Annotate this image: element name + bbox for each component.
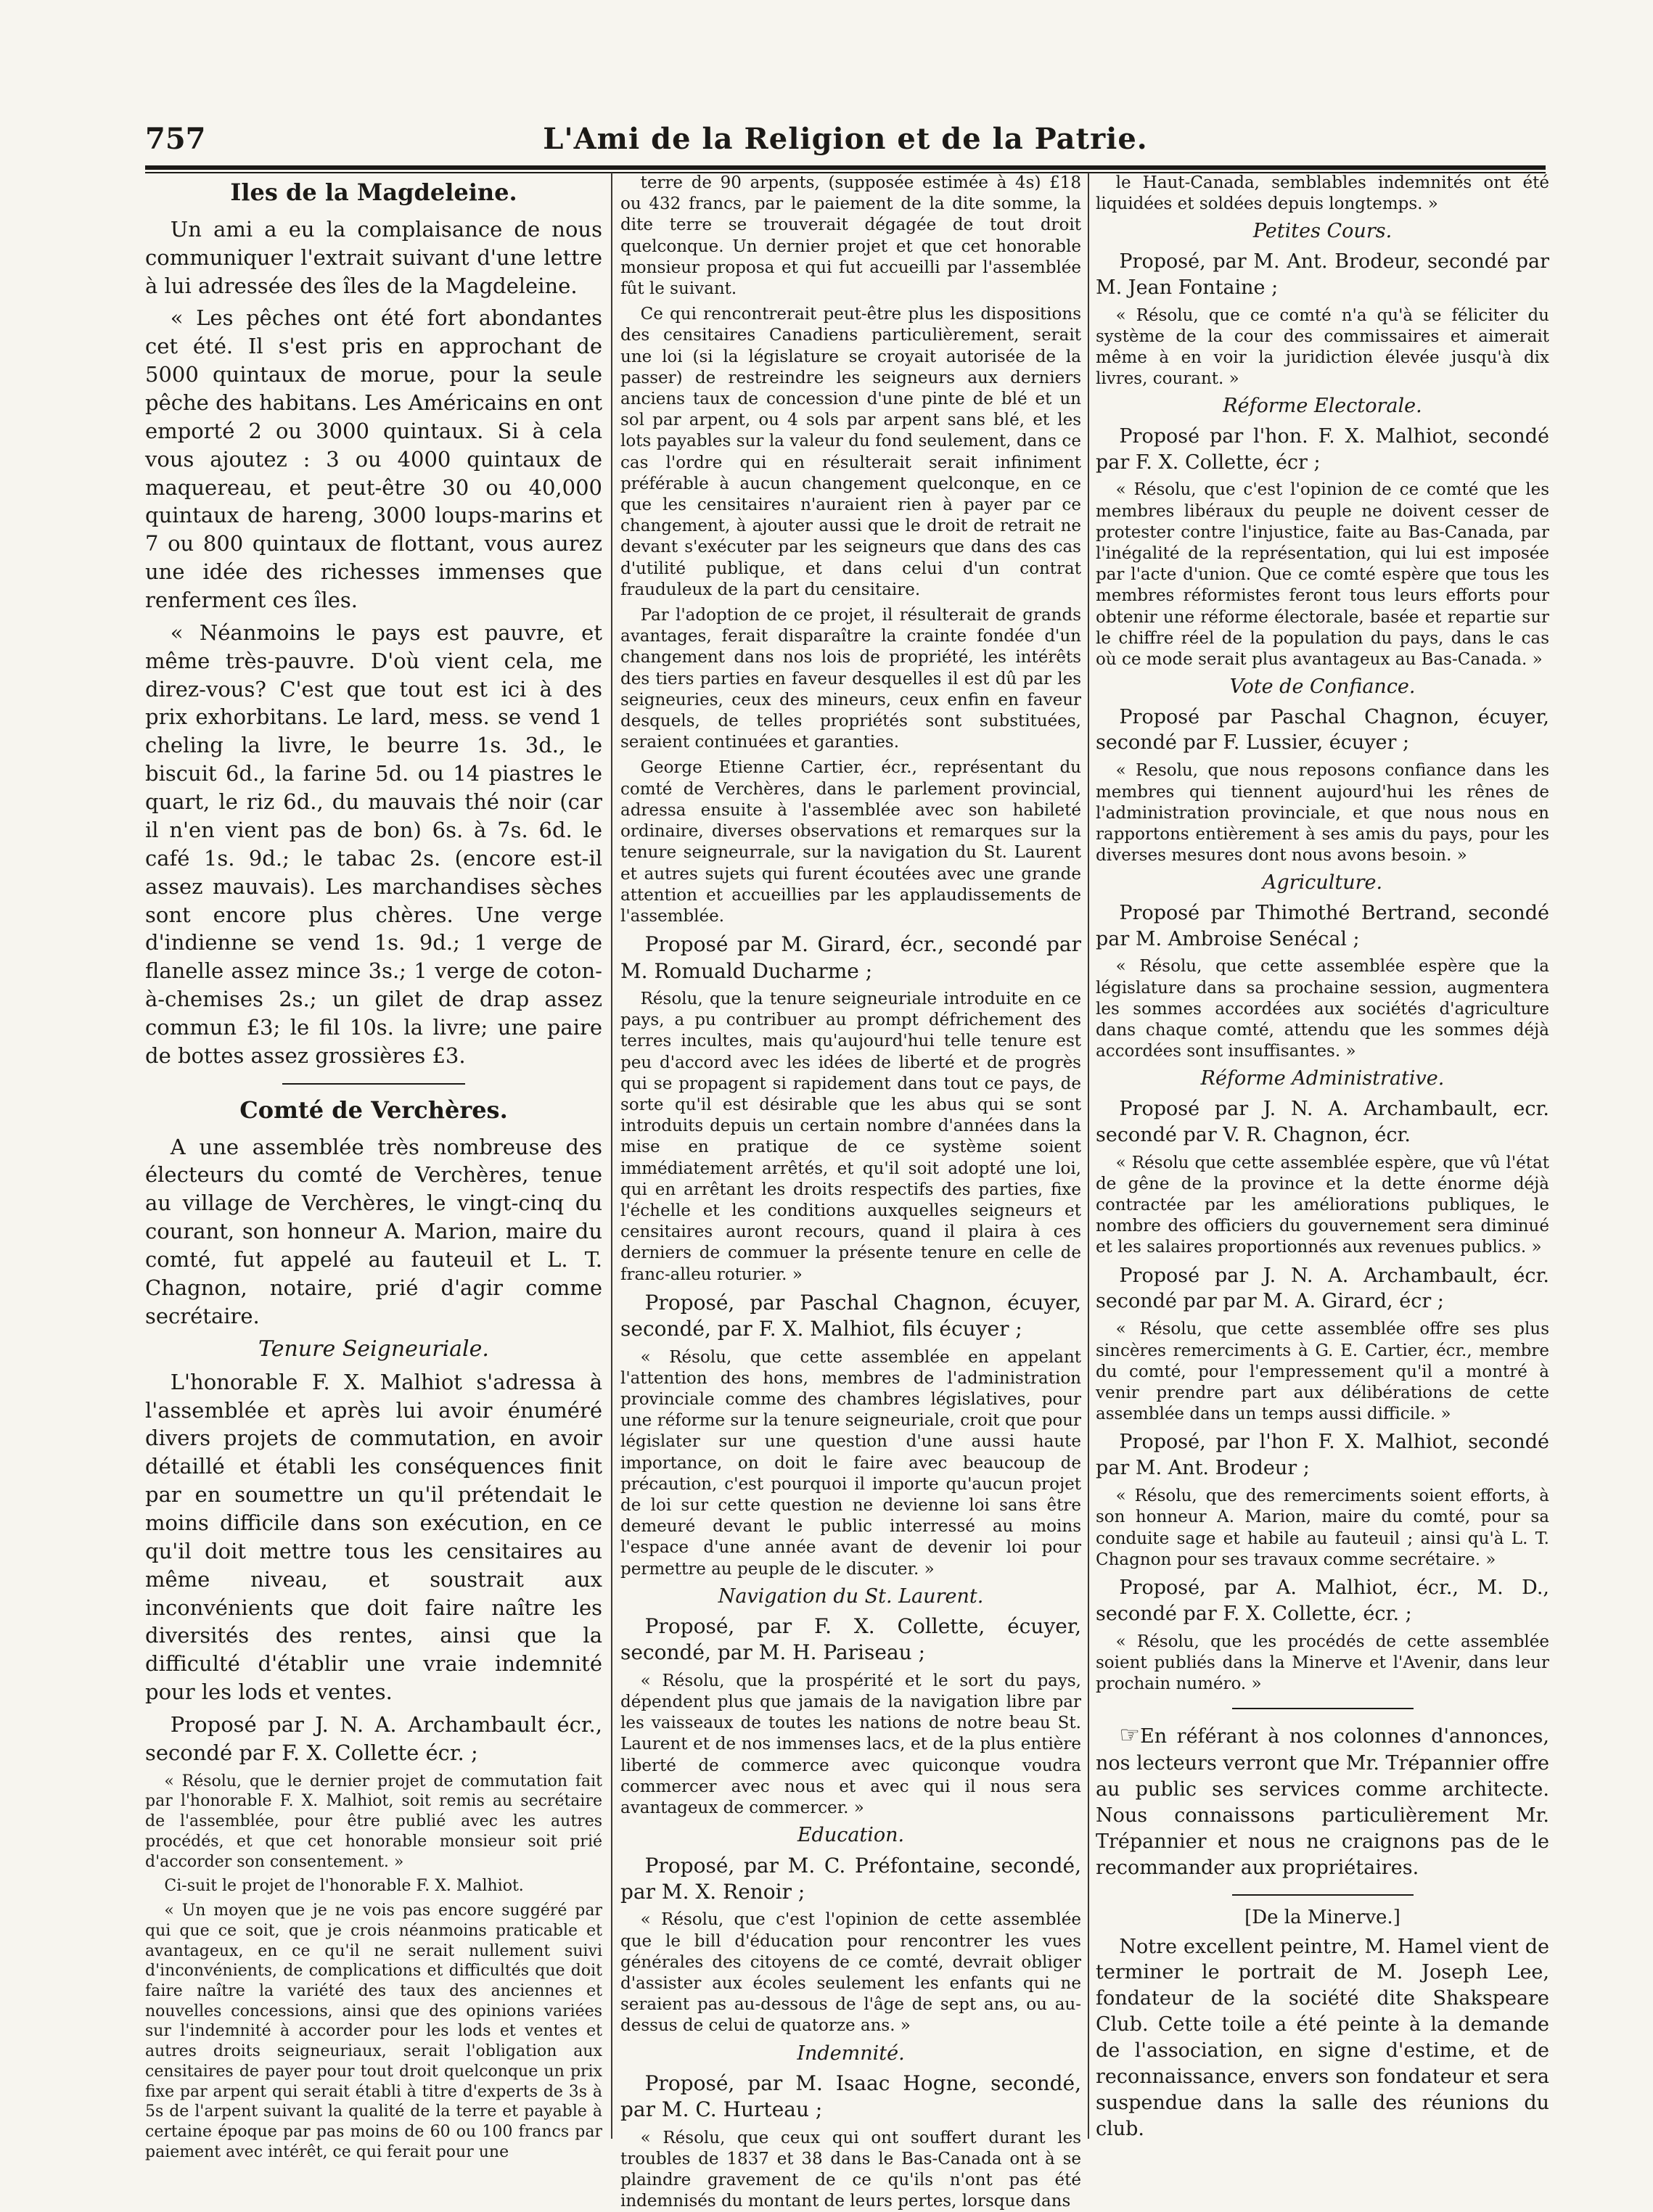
- notice-text: En référant à nos colonnes d'annonces, nos lecteurs verront que Mr. Trépannier offre au public ses services comme architecte. Nous connaissons particulièrement Mr. Trépannier et nous ne craignons pas de le recommander aux propriétaires.: [1096, 1725, 1549, 1879]
- paragraph: terre de 90 arpents, (supposée estimée à 4s) £18 ou 432 francs, par le paiement de la dite somme, la dite terre se trouverait dégagée de tout droit quelconque. Un dernier projet et que cet honorable monsieur proposa et qui fut accueilli par l'assemblée fût le suivant.: [620, 173, 1081, 299]
- column-rule: [1088, 173, 1089, 2139]
- resolution: « Résolu, que le dernier projet de commutation fait par l'honorable F. X. Malhiot, soit remis au secrétaire de l'assemblée, pour être publié avec les autres procédés, et que cet honorable monsieur soit prié d'accorder son consentement. »: [145, 1772, 602, 1871]
- section-heading: Tenure Seigneuriale.: [258, 1336, 489, 1362]
- motion: Proposé par Paschal Chagnon, écuyer, secondé par F. Lussier, écuyer ;: [1096, 705, 1549, 755]
- article-divider: [282, 1083, 465, 1085]
- page-number: 757: [145, 122, 206, 156]
- source-credit: [De la Minerve.]: [1244, 1906, 1400, 1928]
- section-heading: Education.: [797, 1824, 905, 1847]
- section-heading: Agriculture.: [1262, 871, 1383, 895]
- section-heading: Réforme Electorale.: [1223, 395, 1422, 418]
- section-heading: Vote de Confiance.: [1229, 675, 1416, 699]
- paragraph: « Les pêches ont été fort abondantes cet été. Il s'est pris en approchant de 5000 quintaux de morue, pour la seule pêche des habitans. Les Américains en ont emporté 2 ou 3000 quintaux. Si à cela vous ajoutez : 3 ou 4000 quintaux de maquereau, et peut-être 30 ou 40,000 quintaux de hareng, 3000 loups-marins et 7 ou 800 quintaux de flottant, vous aurez une idée des richesses immenses que renferment ces îles.: [145, 305, 602, 613]
- resolution: Résolu, que la tenure seigneuriale introduite en ce pays, a pu contribuer au prompt défrichement des terres incultes, mais qu'aujourd'hui telle tenure est peu d'accord avec les idées de liberté et de progrès qui se propagent si rapidement dans tout ce pays, de sorte qu'il est désirable que les abus qui se sont introduits depuis un certain nombre d'années dans la mise en pratique de ce système soient immédiatement arrêtés, et qu'il soit adopté une loi, qui en arrêtant les droits respectifs des parties, fixe l'échelle et les conditions auxquelles seigneurs et censitaires auront recours, quand il plaira à ces derniers de commuer la présente tenure en celle de franc-alleu roturier. »: [620, 989, 1081, 1284]
- paragraph: Ce qui rencontrerait peut-être plus les dispositions des censitaires Canadiens particulièrement, serait une loi (si la législature se croyait autorisée de la passer) de restreindre les seigneurs aux derniers anciens taux de concession d'une pinte de blé et un sol par arpent, ou 4 sols par arpent sans blé, et les lots payables sur la valeur du fond seulement, dans ce cas l'ordre qui en résulterait serait infiniment préférable à aucun changement quelconque, en ce que les censitaires n'auraient rien à payer par ce changement, à ajouter aussi que le droit de retrait ne devant s'exécuter par les seigneurs que dans des cas d'utilité publique, et dans celui d'un contrat frauduleux de la part du censitaire.: [620, 305, 1081, 599]
- section-heading: Réforme Administrative.: [1200, 1067, 1445, 1090]
- paragraph: Par l'adoption de ce projet, il résulterait de grands avantages, ferait disparaître la crainte fondée d'un changement dans nos lois de propriété, les intérêts des tiers parties en faveur desquelles il est dû par les seigneuries, ceux des mineurs, ceux enfin en faveur desquels, de telles propriétés sont substituées, seraient continuées et garanties.: [620, 606, 1081, 752]
- resolution: « Résolu, que les procédés de cette assemblée soient publiés dans la Minerve et l'Avenir, dans leur prochain numéro. »: [1096, 1632, 1549, 1694]
- motion: Proposé, par F. X. Collette, écuyer, secondé, par M. H. Pariseau ;: [620, 1614, 1081, 1665]
- motion: Proposé, par M. Ant. Brodeur, secondé par M. Jean Fontaine ;: [1096, 250, 1549, 299]
- paragraph: Un ami a eu la complaisance de nous communiquer l'extrait suivant d'une lettre à lui adressée des îles de la Magdeleine.: [145, 216, 602, 298]
- resolution: « Résolu, que cette assemblée en appelant l'attention des hons, membres de l'administration provinciale comme des chambres législatives, pour une réforme sur la tenure seigneuriale, croit que pour législater sur une question d'une aussi haute importance, on doit le faire avec beaucoup de précaution, c'est pourquoi il importe qu'aucun projet de loi sur cette question ne devienne loi sans être demeuré devant le public interressé au moins l'espace d'une année avant de devenir loi pour permettre au peuple de le discuter. »: [620, 1347, 1081, 1579]
- running-title: L'Ami de la Religion et de la Patrie.: [543, 122, 1148, 156]
- pointing-hand-icon: ☞: [1119, 1721, 1141, 1749]
- motion: Proposé par J. N. A. Archambault, ecr. secondé par V. R. Chagnon, écr.: [1096, 1097, 1549, 1146]
- paragraph: « Néanmoins le pays est pauvre, et même très-pauvre. D'où vient cela, me direz-vous? C'est que tout est ici à des prix exhorbitans. Le lard, mess. se vend 1 cheling la livre, le beurre 1s. 3d., le biscuit 6d., la farine 5d. ou 14 piastres le quart, le riz 6d., du mauvais thé noir (car il n'en vient pas de bon) 6s. à 7s. 6d. le café 1s. 9d.; le tabac 2s. (encore est-il assez mauvais). Les marchandises sèches sont encore plus chères. Une verge d'indienne se vend 1s. 9d.; 1 verge de flanelle assez mince 3s.; 1 verge de coton-à-chemises 2s.; un gilet de drap assez commun £3; le fil 10s. la livre; une paire de bottes assez grossières £3.: [145, 620, 602, 1068]
- paragraph: L'honorable F. X. Malhiot s'adressa à l'assemblée et après lui avoir énuméré divers projets de commutation, en avoir détaillé et établi les conséquences finit par en soumettre un qu'il prétendait le moins difficile dans son exécution, en ce qu'il doit mettre tous les censitaires au même niveau, et soustrait aux inconvénients que doit faire naître les diversités des rentes, ainsi que la difficulté d'établir une vraie indemnité pour les lods et ventes.: [145, 1369, 602, 1705]
- motion: Proposé, par Paschal Chagnon, écuyer, secondé, par F. X. Malhiot, fils écuyer ;: [620, 1290, 1081, 1341]
- paragraph: « Un moyen que je ne vois pas encore suggéré par qui que ce soit, que je crois néanmoins praticable et avantageux, en ce qu'il ne serait nullement suivi d'inconvénients, de complications et difficultés que doit faire naître la variété des taux des anciennes et nouvelles concessions, ainsi que des opinions variées sur l'indemnité à accorder pour les lods et ventes et autres droits seigneuriaux, serait l'obligation aux censitaires de payer pour tout droit quelconque un prix fixe par arpent qui serait établi à titre d'experts de 3s à 5s de l'arpent suivant la qualité de la terre et payable à certaine époque par pas moins de 60 ou 100 francs par paiement avec intérêt, ce qui ferait pour une: [145, 1901, 602, 2161]
- motion: Proposé, par A. Malhiot, écr., M. D., secondé par F. X. Collette, écr. ;: [1096, 1576, 1549, 1625]
- resolution: « Résolu, que c'est l'opinion de ce comté que les membres libéraux du peuple ne doivent cesser de protester contre l'injustice, faite au Bas-Canada, par l'inégalité de la représentation, qui lui est imposée par l'acte d'union. Que ce comté espère que tous les membres réformistes feront tous leurs efforts pour obtenir une réforme électorale, basée et repartie sur le chiffre réel de la population du pays, dans le cas où ce mode serait plus avantageux au Bas-Canada. »: [1096, 480, 1549, 670]
- column-rule: [611, 173, 612, 2139]
- motion: Proposé par J. N. A. Archambault, écr. secondé par par M. A. Girard, écr ;: [1096, 1264, 1549, 1313]
- section-heading: Indemnité.: [797, 2042, 905, 2065]
- resolution: le Haut-Canada, semblables indemnités ont été liquidées et soldées depuis longtemps. »: [1096, 173, 1549, 214]
- article-title: Comté de Verchères.: [239, 1095, 508, 1124]
- paragraph: A une assemblée très nombreuse des électeurs du comté de Verchères, tenue au village de Verchères, le vingt-cinq du courant, son honneur A. Marion, maire du comté, fut appelé au fauteuil et L. T. Chagnon, notaire, prié d'agir comme secrétaire.: [145, 1134, 602, 1328]
- paragraph: Proposé par J. N. A. Archambault écr., secondé par F. X. Collette écr. ;: [145, 1712, 602, 1765]
- paragraph: Ci-suit le projet de l'honorable F. X. Malhiot.: [164, 1877, 524, 1896]
- paragraph: George Etienne Cartier, écr., représentant du comté de Verchères, dans le parlement provincial, adressa ensuite à l'assemblée avec son habileté ordinaire, diverses observations et remarques sur la tenure seigneurrale, sur la navigation du St. Laurent et autres sujets qui furent écoutées avec une grande attention et accueillies par les applaudissements de l'assemblée.: [620, 758, 1081, 926]
- article-divider: [1232, 1708, 1414, 1709]
- motion: Proposé par M. Girard, écr., secondé par M. Romuald Ducharme ;: [620, 932, 1081, 983]
- resolution: « Résolu, que ce comté n'a qu'à se féliciter du système de la cour des commissaires et aimerait même à en voir la juridiction élevée jusqu'à dix livres, courant. »: [1096, 305, 1549, 389]
- article-title: Iles de la Magdeleine.: [230, 178, 517, 206]
- motion: Proposé par l'hon. F. X. Malhiot, secondé par F. X. Collette, écr ;: [1096, 424, 1549, 474]
- column-2: [620, 173, 1081, 2211]
- resolution: « Résolu, que c'est l'opinion de cette assemblée que le bill d'éducation pour rencontrer les vues générales des citoyens de ce comté, devrait obliger d'assister aux écoles seulement les enfants qui ne seraient pas au-dessous de l'âge de sept ans, ou au-dessus de celui de quatorze ans. »: [620, 1910, 1081, 2036]
- notice-paragraph: [1096, 1719, 1549, 1880]
- motion: Proposé, par M. C. Préfontaine, secondé, par M. X. Renoir ;: [620, 1853, 1081, 1904]
- motion: Proposé par Thimothé Bertrand, secondé par M. Ambroise Senécal ;: [1096, 901, 1549, 950]
- paragraph: Notre excellent peintre, M. Hamel vient de terminer le portrait de M. Joseph Lee, fondateur de la société dite Shakspeare Club. Cette toile a été peinte à la demande de l'association, en signe d'estime, et de reconnaissance, envers son fondateur et sera suspendue dans la salle des réunions du club.: [1096, 1935, 1549, 2140]
- resolution: « Résolu, que ceux qui ont souffert durant les troubles de 1837 et 38 dans le Bas-Canada ont à se plaindre gravement de ce qu'ils n'ont pas été indemnisés du montant de leurs pertes, lorsque dans: [620, 2128, 1081, 2211]
- page-header: [145, 122, 1546, 158]
- resolution: « Resolu, que nous reposons confiance dans les membres qui tiennent aujourd'hui les rênes de l'administration provinciale, et que nous nous en rapportons entièrement à ses amis du pays, pour les diverses mesures dont nous avons besoin. »: [1096, 761, 1549, 866]
- section-heading: Petites Cours.: [1252, 220, 1392, 243]
- resolution: « Résolu, que cette assemblée espère que la législature dans sa prochaine session, augmentera les sommes accordées aux sociétés d'agriculture dans chaque comté, attendu que les sommes déjà accordées sont insuffisantes. »: [1096, 957, 1549, 1061]
- motion: Proposé, par M. Isaac Hogne, secondé, par M. C. Hurteau ;: [620, 2071, 1081, 2122]
- resolution: « Résolu, que cette assemblée offre ses plus sincères remerciments à G. E. Cartier, écr., membre du comté, pour l'empressement qu'il a montré à venir prendre part aux délibérations de cette assemblée dans un temps aussi difficile. »: [1096, 1320, 1549, 1424]
- column-3: [1096, 173, 1549, 2146]
- article-divider: [1232, 1894, 1414, 1896]
- motion: Proposé, par l'hon F. X. Malhiot, secondé par M. Ant. Brodeur ;: [1096, 1431, 1549, 1480]
- column-1: [145, 173, 602, 2161]
- resolution: « Résolu, que la prospérité et le sort du pays, dépendent plus que jamais de la navigation libre par les vaisseaux de toutes les nations de notre beau St. Laurent et de nos immenses lacs, et de la plus entière liberté de commerce avec quiconque voudra commercer avec nous et avec qui il nous sera avantageux de commercer. »: [620, 1671, 1081, 1818]
- resolution: « Résolu que cette assemblée espère, que vû l'état de gêne de la province et la dette énorme déjà contractée par les améliorations publiques, le nombre des officiers du gouvernement sera diminué et les salaires proportionnés aux revenues publics. »: [1096, 1153, 1549, 1257]
- resolution: « Résolu, que des remerciments soient efforts, à son honneur A. Marion, maire du comté, pour sa conduite sage et habile au fauteuil ; ainsi qu'à L. T. Chagnon pour ses travaux comme secrétaire. »: [1096, 1487, 1549, 1569]
- section-heading: Navigation du St. Laurent.: [718, 1584, 984, 1608]
